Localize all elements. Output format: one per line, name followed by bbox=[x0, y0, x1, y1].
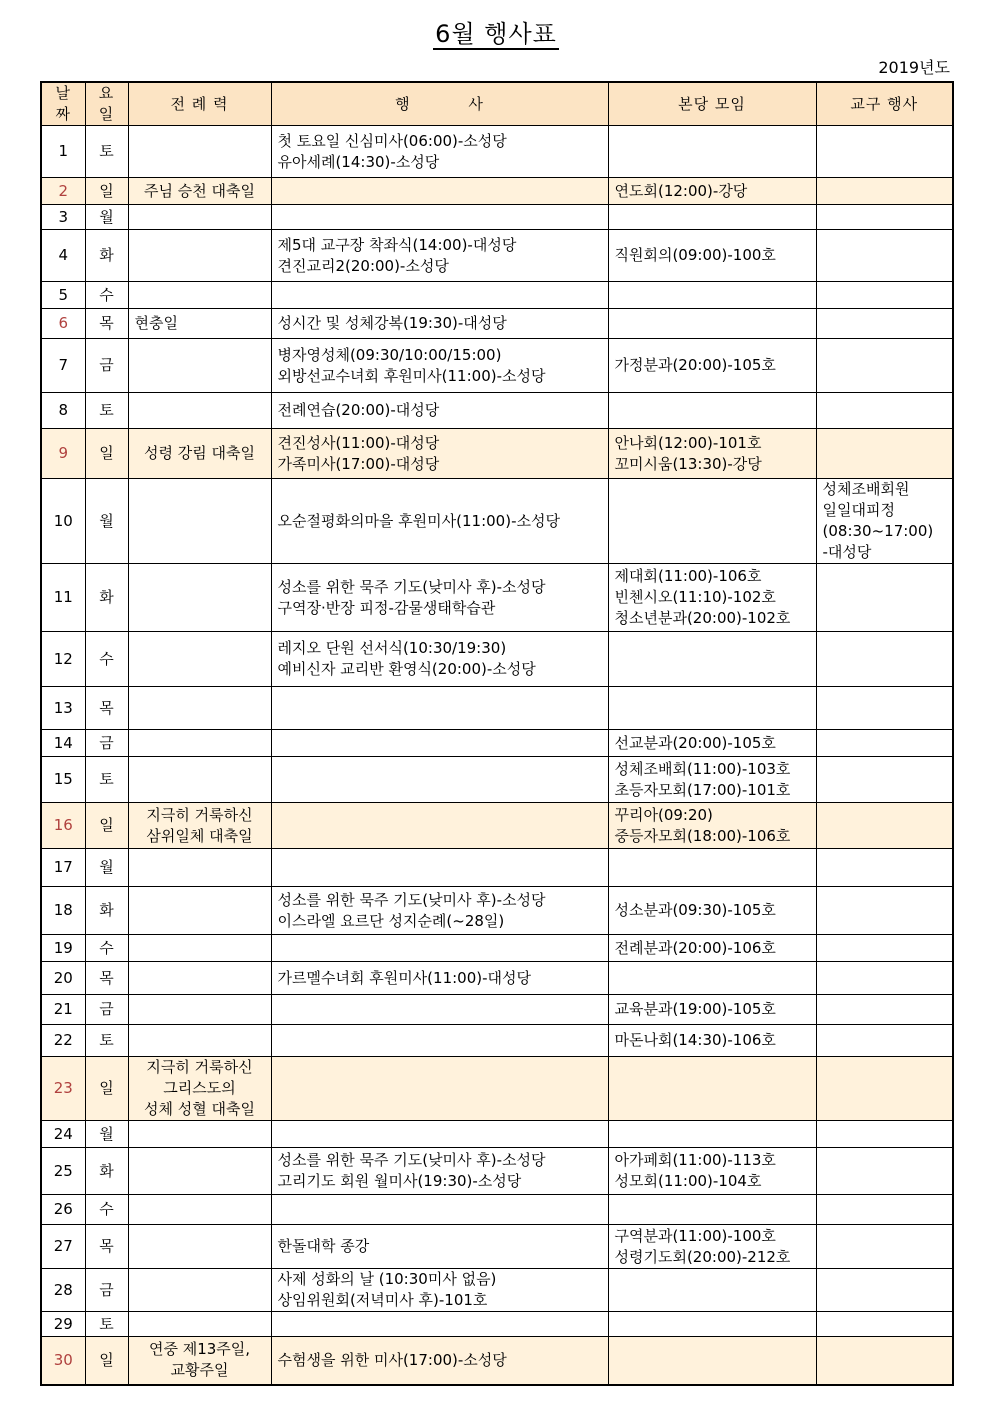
liturgy-cell bbox=[128, 935, 271, 962]
date-cell: 5 bbox=[41, 282, 85, 309]
liturgy-cell-line: 현충일 bbox=[134, 314, 178, 332]
diocese-event-cell bbox=[816, 687, 953, 730]
parish-meeting-cell bbox=[608, 803, 816, 849]
event-cell-line: 견진성사(11:00)-대성당 bbox=[277, 433, 440, 452]
table-row bbox=[41, 730, 953, 757]
parish-meeting-cell bbox=[608, 1057, 816, 1121]
parish-meeting-cell bbox=[608, 205, 816, 230]
parish-meeting-cell bbox=[608, 687, 816, 730]
table-row bbox=[41, 393, 953, 429]
table-row bbox=[41, 126, 953, 178]
date-cell: 20 bbox=[41, 962, 85, 995]
liturgy-cell bbox=[128, 632, 271, 687]
event-cell bbox=[271, 282, 608, 309]
diocese-event-cell bbox=[816, 205, 953, 230]
event-cell-line: 성소를 위한 묵주 기도(낮미사 후)-소성당 bbox=[277, 890, 546, 909]
event-cell bbox=[271, 309, 608, 339]
parish-meeting-cell bbox=[608, 887, 816, 935]
diocese-event-cell bbox=[816, 1312, 953, 1337]
schedule-table bbox=[40, 81, 954, 1386]
liturgy-cell-line: 성체 성혈 대축일 bbox=[144, 1100, 255, 1118]
event-cell-line: 가족미사(17:00)-대성당 bbox=[277, 454, 440, 473]
parish-meeting-cell-line: 가정분과(20:00)-105호 bbox=[614, 356, 776, 374]
event-cell-line: 오순절평화의마을 후원미사(11:00)-소성당 bbox=[277, 511, 560, 530]
liturgy-cell bbox=[128, 339, 271, 393]
date-cell: 29 bbox=[41, 1312, 85, 1337]
date-cell: 22 bbox=[41, 1025, 85, 1057]
liturgy-cell bbox=[128, 962, 271, 995]
diocese-event-cell bbox=[816, 1025, 953, 1057]
parish-meeting-cell-line: 빈첸시오(11:10)-102호 bbox=[614, 588, 776, 606]
weekday-cell: 목 bbox=[85, 1225, 128, 1269]
header-row bbox=[41, 82, 953, 126]
diocese-event-cell bbox=[816, 393, 953, 429]
diocese-event-cell bbox=[816, 1225, 953, 1269]
parish-meeting-cell-line: 마돈나회(14:30)-106호 bbox=[614, 1031, 776, 1049]
event-cell-line: 예비신자 교리반 환영식(20:00)-소성당 bbox=[277, 660, 536, 678]
event-cell bbox=[271, 479, 608, 564]
parish-meeting-cell-line: 연도회(12:00)-강당 bbox=[614, 181, 748, 200]
date-cell: 17 bbox=[41, 849, 85, 887]
event-cell bbox=[271, 339, 608, 393]
parish-meeting-cell-line: 성령기도회(20:00)-212호 bbox=[614, 1247, 791, 1266]
table-row bbox=[41, 309, 953, 339]
event-cell bbox=[271, 126, 608, 178]
event-cell bbox=[271, 1025, 608, 1057]
parish-meeting-cell bbox=[608, 1225, 816, 1269]
weekday-cell: 월 bbox=[85, 205, 128, 230]
diocese-event-cell bbox=[816, 230, 953, 282]
table-row bbox=[41, 205, 953, 230]
date-cell: 16 bbox=[41, 803, 85, 849]
weekday-cell: 금 bbox=[85, 730, 128, 757]
event-cell-line: 성소를 위한 묵주 기도(낮미사 후)-소성당 bbox=[277, 1151, 546, 1169]
date-cell: 19 bbox=[41, 935, 85, 962]
event-cell bbox=[271, 1225, 608, 1269]
diocese-event-cell bbox=[816, 282, 953, 309]
event-cell-line: 제5대 교구장 착좌식(14:00)-대성당 bbox=[277, 235, 517, 254]
weekday-cell: 일 bbox=[85, 1337, 128, 1385]
weekday-cell: 수 bbox=[85, 282, 128, 309]
liturgy-cell-line: 주님 승천 대축일 bbox=[144, 181, 255, 200]
liturgy-cell bbox=[128, 282, 271, 309]
table-row bbox=[41, 995, 953, 1025]
diocese-event-cell bbox=[816, 309, 953, 339]
weekday-cell: 일 bbox=[85, 178, 128, 205]
header-date: 날짜 bbox=[41, 82, 85, 126]
parish-meeting-cell bbox=[608, 1121, 816, 1148]
diocese-event-cell bbox=[816, 757, 953, 803]
event-cell-line: 구역장·반장 피정-감물생태학습관 bbox=[277, 598, 496, 617]
event-cell bbox=[271, 995, 608, 1025]
diocese-event-cell bbox=[816, 1121, 953, 1148]
parish-meeting-cell bbox=[608, 1337, 816, 1385]
liturgy-cell bbox=[128, 230, 271, 282]
event-cell bbox=[271, 1121, 608, 1148]
table-row bbox=[41, 849, 953, 887]
weekday-cell: 토 bbox=[85, 126, 128, 178]
parish-meeting-cell-line: 성모회(11:00)-104호 bbox=[614, 1172, 762, 1190]
parish-meeting-cell-line: 직원회의(09:00)-100호 bbox=[614, 246, 776, 264]
diocese-event-cell bbox=[816, 1195, 953, 1225]
parish-meeting-cell bbox=[608, 282, 816, 309]
page-title: 6월 행사표 bbox=[435, 20, 557, 48]
date-cell: 18 bbox=[41, 887, 85, 935]
date-cell: 10 bbox=[41, 479, 85, 564]
parish-meeting-cell bbox=[608, 935, 816, 962]
event-cell bbox=[271, 887, 608, 935]
weekday-cell: 일 bbox=[85, 803, 128, 849]
weekday-cell: 수 bbox=[85, 935, 128, 962]
diocese-event-cell bbox=[816, 1057, 953, 1121]
liturgy-cell bbox=[128, 205, 271, 230]
event-cell bbox=[271, 1337, 608, 1385]
liturgy-cell bbox=[128, 393, 271, 429]
date-cell: 9 bbox=[41, 429, 85, 479]
parish-meeting-cell bbox=[608, 1312, 816, 1337]
header-parish-meetings: 본당 모임 bbox=[608, 82, 816, 126]
event-cell-line: 유아세례(14:30)-소성당 bbox=[277, 152, 440, 171]
liturgy-cell bbox=[128, 429, 271, 479]
diocese-event-cell bbox=[816, 564, 953, 632]
date-cell: 21 bbox=[41, 995, 85, 1025]
weekday-cell: 토 bbox=[85, 393, 128, 429]
date-cell: 13 bbox=[41, 687, 85, 730]
weekday-cell: 목 bbox=[85, 962, 128, 995]
table-row bbox=[41, 1312, 953, 1337]
liturgy-cell bbox=[128, 1312, 271, 1337]
parish-meeting-cell-line: 구역분과(11:00)-100호 bbox=[614, 1226, 776, 1245]
event-cell-line: 성시간 및 성체강복(19:30)-대성당 bbox=[277, 314, 507, 332]
liturgy-cell-line: 지극히 거룩하신 bbox=[146, 805, 253, 824]
weekday-cell: 월 bbox=[85, 849, 128, 887]
event-cell-line: 성소를 위한 묵주 기도(낮미사 후)-소성당 bbox=[277, 577, 546, 596]
weekday-cell: 월 bbox=[85, 1121, 128, 1148]
weekday-cell: 토 bbox=[85, 1025, 128, 1057]
liturgy-cell bbox=[128, 479, 271, 564]
diocese-event-cell bbox=[816, 935, 953, 962]
table-row bbox=[41, 935, 953, 962]
event-cell bbox=[271, 849, 608, 887]
liturgy-cell bbox=[128, 1121, 271, 1148]
diocese-event-cell bbox=[816, 632, 953, 687]
parish-meeting-cell-line: 꼬미시움(13:30)-강당 bbox=[614, 454, 762, 473]
diocese-event-cell bbox=[816, 730, 953, 757]
diocese-event-cell bbox=[816, 849, 953, 887]
date-cell: 4 bbox=[41, 230, 85, 282]
event-cell bbox=[271, 687, 608, 730]
parish-meeting-cell bbox=[608, 230, 816, 282]
parish-meeting-cell-line: 제대회(11:00)-106호 bbox=[614, 567, 762, 585]
table-row bbox=[41, 962, 953, 995]
parish-meeting-cell bbox=[608, 393, 816, 429]
liturgy-cell-line: 교황주일 bbox=[170, 1361, 229, 1380]
diocese-event-cell bbox=[816, 1148, 953, 1195]
weekday-cell: 수 bbox=[85, 632, 128, 687]
event-cell-line: 고리기도 회원 월미사(19:30)-소성당 bbox=[277, 1172, 522, 1190]
event-cell bbox=[271, 205, 608, 230]
parish-meeting-cell-line: 교육분과(19:00)-105호 bbox=[614, 1000, 776, 1018]
parish-meeting-cell-line: 청소년분과(20:00)-102호 bbox=[614, 609, 791, 627]
event-cell bbox=[271, 1148, 608, 1195]
diocese-event-cell bbox=[816, 995, 953, 1025]
liturgy-cell bbox=[128, 995, 271, 1025]
diocese-event-cell-line: (08:30~17:00) bbox=[822, 522, 934, 540]
year-label: 2019년도 bbox=[878, 58, 950, 77]
parish-meeting-cell bbox=[608, 429, 816, 479]
liturgy-cell bbox=[128, 178, 271, 205]
parish-meeting-cell bbox=[608, 962, 816, 995]
date-cell: 28 bbox=[41, 1269, 85, 1312]
event-cell-line: 한돌대학 종강 bbox=[277, 1237, 370, 1255]
liturgy-cell-line: 그리스도의 bbox=[163, 1079, 236, 1097]
table-row bbox=[41, 1195, 953, 1225]
liturgy-cell-line: 지극히 거룩하신 bbox=[146, 1058, 253, 1076]
event-cell bbox=[271, 632, 608, 687]
liturgy-cell bbox=[128, 1025, 271, 1057]
liturgy-cell bbox=[128, 309, 271, 339]
date-cell: 7 bbox=[41, 339, 85, 393]
date-cell: 26 bbox=[41, 1195, 85, 1225]
event-cell-line: 첫 토요일 신심미사(06:00)-소성당 bbox=[277, 131, 507, 150]
weekday-cell: 목 bbox=[85, 687, 128, 730]
table-row bbox=[41, 803, 953, 849]
header-events: 행 사 bbox=[271, 82, 608, 126]
event-cell-line: 상임위원회(저녁미사 후)-101호 bbox=[277, 1291, 488, 1309]
parish-meeting-cell bbox=[608, 178, 816, 205]
diocese-event-cell bbox=[816, 1269, 953, 1312]
event-cell-line: 사제 성화의 날 (10:30미사 없음) bbox=[277, 1270, 497, 1288]
event-cell bbox=[271, 1312, 608, 1337]
parish-meeting-cell-line: 성체조배회(11:00)-103호 bbox=[614, 759, 791, 778]
table-row bbox=[41, 178, 953, 205]
event-cell bbox=[271, 230, 608, 282]
weekday-cell: 금 bbox=[85, 339, 128, 393]
parish-meeting-cell bbox=[608, 1148, 816, 1195]
table-row bbox=[41, 429, 953, 479]
event-cell-line: 수험생을 위한 미사(17:00)-소성당 bbox=[277, 1350, 507, 1369]
liturgy-cell bbox=[128, 849, 271, 887]
diocese-event-cell bbox=[816, 962, 953, 995]
parish-meeting-cell bbox=[608, 1269, 816, 1312]
date-cell: 27 bbox=[41, 1225, 85, 1269]
liturgy-cell bbox=[128, 126, 271, 178]
diocese-event-cell-line: 일일대피정 bbox=[822, 501, 895, 519]
event-cell-line: 가르멜수녀회 후원미사(11:00)-대성당 bbox=[277, 968, 531, 987]
event-cell-line: 레지오 단원 선서식(10:30/19:30) bbox=[277, 639, 507, 657]
parish-meeting-cell bbox=[608, 730, 816, 757]
weekday-cell: 금 bbox=[85, 1269, 128, 1312]
liturgy-cell bbox=[128, 1269, 271, 1312]
table-row bbox=[41, 1121, 953, 1148]
event-cell bbox=[271, 730, 608, 757]
table-row bbox=[41, 1337, 953, 1385]
liturgy-cell-line: 성령 강림 대축일 bbox=[144, 444, 255, 462]
table-row bbox=[41, 687, 953, 730]
table-row bbox=[41, 632, 953, 687]
diocese-event-cell bbox=[816, 339, 953, 393]
weekday-cell: 월 bbox=[85, 479, 128, 564]
liturgy-cell bbox=[128, 1057, 271, 1121]
event-cell-line: 전례연습(20:00)-대성당 bbox=[277, 401, 440, 419]
diocese-event-cell-line: 성체조배회원 bbox=[822, 480, 910, 498]
table-row bbox=[41, 339, 953, 393]
parish-meeting-cell-line: 중등자모회(18:00)-106호 bbox=[614, 826, 791, 845]
date-cell: 25 bbox=[41, 1148, 85, 1195]
event-cell-line: 이스라엘 요르단 성지순례(~28일) bbox=[277, 911, 505, 930]
liturgy-cell-line: 삼위일체 대축일 bbox=[146, 826, 253, 845]
event-cell bbox=[271, 1195, 608, 1225]
liturgy-cell bbox=[128, 1148, 271, 1195]
parish-meeting-cell-line: 선교분과(20:00)-105호 bbox=[614, 733, 776, 752]
diocese-event-cell-line: -대성당 bbox=[822, 543, 872, 561]
liturgy-cell bbox=[128, 1195, 271, 1225]
parish-meeting-cell bbox=[608, 632, 816, 687]
header-weekday: 요일 bbox=[85, 82, 128, 126]
liturgy-cell bbox=[128, 887, 271, 935]
parish-meeting-cell bbox=[608, 339, 816, 393]
weekday-cell: 화 bbox=[85, 887, 128, 935]
weekday-cell: 화 bbox=[85, 564, 128, 632]
event-cell-line: 외방선교수녀회 후원미사(11:00)-소성당 bbox=[277, 366, 546, 385]
event-cell bbox=[271, 935, 608, 962]
parish-meeting-cell-line: 전례분과(20:00)-106호 bbox=[614, 938, 776, 957]
diocese-event-cell bbox=[816, 887, 953, 935]
weekday-cell: 토 bbox=[85, 1312, 128, 1337]
weekday-cell: 목 bbox=[85, 309, 128, 339]
weekday-cell: 토 bbox=[85, 757, 128, 803]
date-cell: 23 bbox=[41, 1057, 85, 1121]
diocese-event-cell bbox=[816, 803, 953, 849]
diocese-event-cell bbox=[816, 479, 953, 564]
event-cell-line: 견진교리2(20:00)-소성당 bbox=[277, 256, 449, 275]
parish-meeting-cell bbox=[608, 1025, 816, 1057]
liturgy-cell-line: 연중 제13주일, bbox=[148, 1340, 251, 1359]
parish-meeting-cell-line: 안나회(12:00)-101호 bbox=[614, 433, 762, 452]
header-diocese-events: 교구 행사 bbox=[816, 82, 953, 126]
event-cell bbox=[271, 962, 608, 995]
parish-meeting-cell bbox=[608, 757, 816, 803]
event-cell bbox=[271, 803, 608, 849]
weekday-cell: 화 bbox=[85, 230, 128, 282]
event-cell bbox=[271, 757, 608, 803]
weekday-cell: 화 bbox=[85, 1148, 128, 1195]
parish-meeting-cell-line: 성소분과(09:30)-105호 bbox=[614, 901, 776, 919]
liturgy-cell bbox=[128, 803, 271, 849]
table-row bbox=[41, 564, 953, 632]
date-cell: 1 bbox=[41, 126, 85, 178]
parish-meeting-cell bbox=[608, 1195, 816, 1225]
diocese-event-cell bbox=[816, 1337, 953, 1385]
table-row bbox=[41, 1225, 953, 1269]
table-row bbox=[41, 757, 953, 803]
event-cell bbox=[271, 393, 608, 429]
date-cell: 12 bbox=[41, 632, 85, 687]
date-cell: 2 bbox=[41, 178, 85, 205]
date-cell: 14 bbox=[41, 730, 85, 757]
diocese-event-cell bbox=[816, 126, 953, 178]
table-row bbox=[41, 479, 953, 564]
weekday-cell: 금 bbox=[85, 995, 128, 1025]
parish-meeting-cell bbox=[608, 309, 816, 339]
liturgy-cell bbox=[128, 1337, 271, 1385]
liturgy-cell bbox=[128, 1225, 271, 1269]
event-cell bbox=[271, 1269, 608, 1312]
liturgy-cell bbox=[128, 757, 271, 803]
date-cell: 24 bbox=[41, 1121, 85, 1148]
parish-meeting-cell bbox=[608, 479, 816, 564]
table-row bbox=[41, 282, 953, 309]
table-row bbox=[41, 887, 953, 935]
event-cell bbox=[271, 178, 608, 205]
date-cell: 3 bbox=[41, 205, 85, 230]
parish-meeting-cell-line: 아가페회(11:00)-113호 bbox=[614, 1151, 776, 1169]
table-row bbox=[41, 1269, 953, 1312]
table-row bbox=[41, 230, 953, 282]
table-row bbox=[41, 1025, 953, 1057]
event-cell bbox=[271, 429, 608, 479]
parish-meeting-cell-line: 꾸리아(09:20) bbox=[614, 805, 713, 824]
liturgy-cell bbox=[128, 687, 271, 730]
date-cell: 15 bbox=[41, 757, 85, 803]
date-cell: 6 bbox=[41, 309, 85, 339]
weekday-cell: 일 bbox=[85, 1057, 128, 1121]
date-cell: 8 bbox=[41, 393, 85, 429]
parish-meeting-cell bbox=[608, 995, 816, 1025]
event-cell-line: 병자영성체(09:30/10:00/15:00) bbox=[277, 345, 502, 364]
header-liturgy: 전 례 력 bbox=[128, 82, 271, 126]
weekday-cell: 일 bbox=[85, 429, 128, 479]
date-cell: 30 bbox=[41, 1337, 85, 1385]
weekday-cell: 수 bbox=[85, 1195, 128, 1225]
parish-meeting-cell bbox=[608, 564, 816, 632]
parish-meeting-cell bbox=[608, 126, 816, 178]
diocese-event-cell bbox=[816, 178, 953, 205]
table-row bbox=[41, 1148, 953, 1195]
event-cell bbox=[271, 1057, 608, 1121]
table-row bbox=[41, 1057, 953, 1121]
date-cell: 11 bbox=[41, 564, 85, 632]
event-cell bbox=[271, 564, 608, 632]
parish-meeting-cell bbox=[608, 849, 816, 887]
liturgy-cell bbox=[128, 730, 271, 757]
diocese-event-cell bbox=[816, 429, 953, 479]
liturgy-cell bbox=[128, 564, 271, 632]
parish-meeting-cell-line: 초등자모회(17:00)-101호 bbox=[614, 780, 791, 799]
